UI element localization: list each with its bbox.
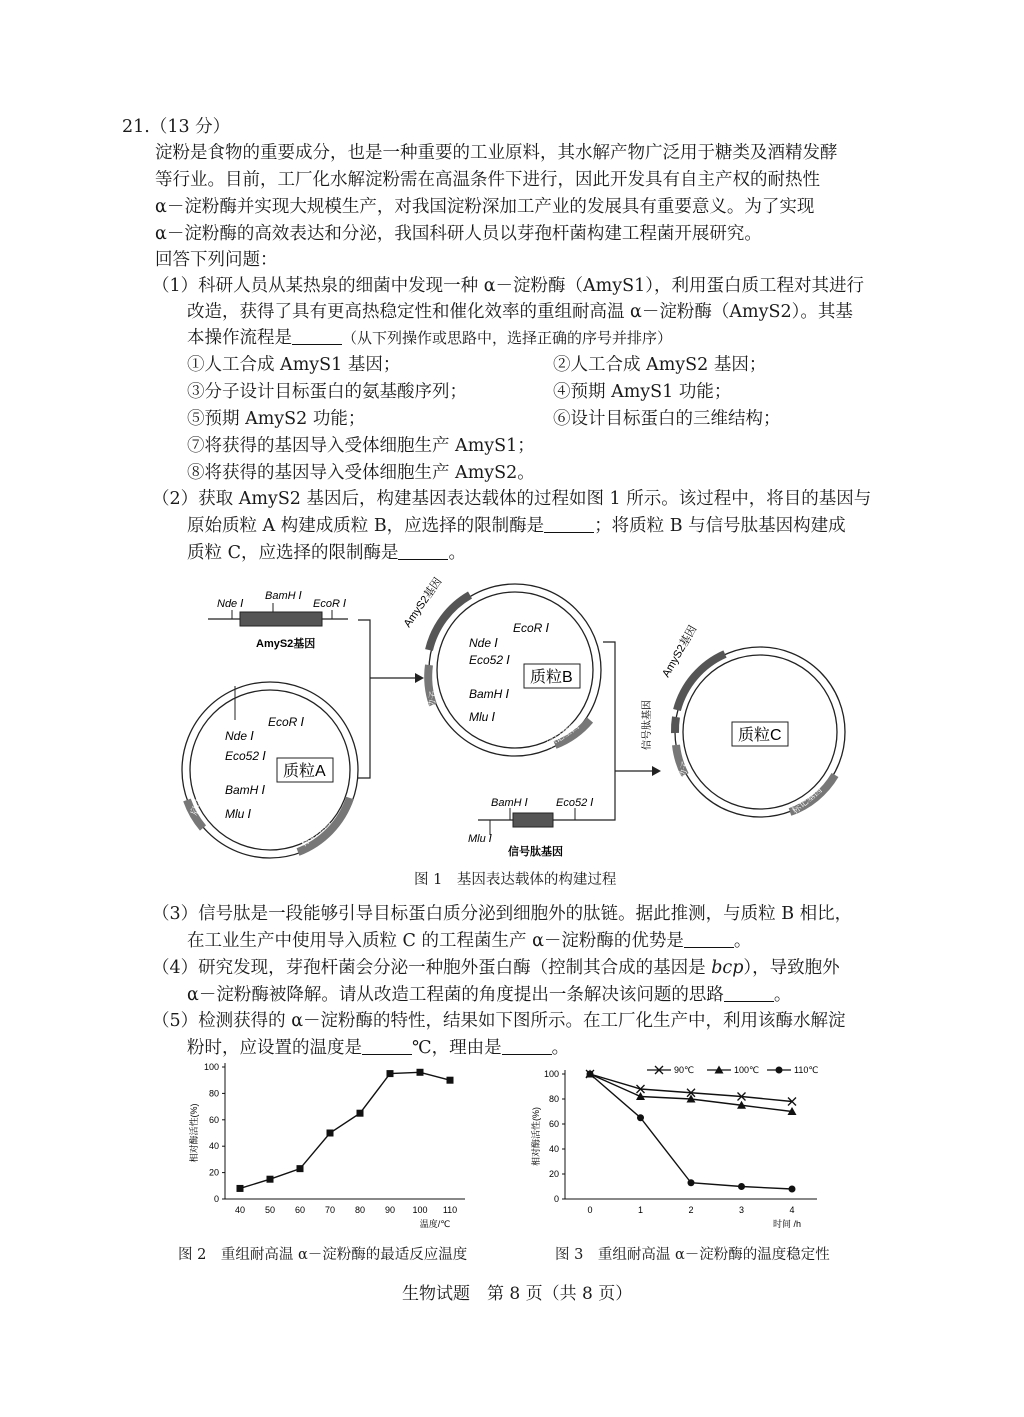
marker-label: 标记基因 [789, 784, 824, 816]
eco52-label: Eco52 Ⅰ [225, 749, 266, 763]
bam-label: BamH Ⅰ [265, 590, 302, 602]
y-tick-label: 0 [213, 1194, 219, 1204]
y-tick-label: 40 [548, 1144, 559, 1154]
signal-peptide-gene [468, 797, 603, 858]
x-tick-label: 90 [384, 1205, 396, 1215]
y-tick-label: 100 [203, 1062, 219, 1072]
q5-text: ℃，理由是 [412, 1038, 502, 1058]
data-point [297, 1165, 304, 1172]
data-point [637, 1114, 644, 1121]
y-tick-label: 40 [208, 1141, 219, 1152]
x-tick-label: 40 [234, 1205, 246, 1215]
option-7: ⑦将获得的基因导入受体细胞生产 AmyS1； [187, 436, 535, 456]
option-8: ⑧将获得的基因导入受体细胞生产 AmyS2。 [187, 463, 535, 483]
intro-line: 等行业。目前，工厂化水解淀粉需在高温条件下进行，因此开发具有自主产权的耐热性 [155, 170, 820, 190]
q5-text: 粉时，应设置的温度是 [187, 1038, 362, 1058]
marker-label: 标记基因 [545, 720, 581, 750]
y-tick-label: 80 [548, 1094, 559, 1104]
nde-label: Nde Ⅰ [217, 598, 244, 610]
q2-text: 质粒 C，应选择的限制酶是 [187, 543, 399, 563]
ecor-label: EcoR Ⅰ [268, 715, 305, 729]
q2-text: 。 [448, 543, 466, 563]
mlu-label: Mlu Ⅰ [469, 710, 496, 724]
y-tick-label: 0 [553, 1194, 559, 1204]
mlu-label: Mlu Ⅰ [468, 833, 493, 845]
q5-line: （5）检测获得的 α－淀粉酶的特性，结果如下图所示。在工厂化生产中，利用该酶水解淀 [152, 1011, 846, 1031]
y-axis-label: 相对酶活性(%) [531, 1107, 541, 1166]
amys2-gene-fragment [208, 590, 348, 650]
data-point [789, 1186, 796, 1193]
data-point [738, 1183, 745, 1190]
y-axis-label: 相对酶活性(%) [189, 1103, 199, 1163]
gene-name: bcp [711, 958, 744, 978]
q2-text: ；将质粒 B 与信号肽基因构建成 [594, 516, 846, 536]
y-tick-label: 60 [208, 1114, 219, 1125]
intro-line: α－淀粉酶的高效表达和分泌，我国科研人员以芽孢杆菌构建工程菌开展研究。 [155, 224, 762, 244]
intro-line: 回答下列问题： [155, 250, 278, 270]
plasmid-c [640, 623, 845, 817]
nde-label: Nde Ⅰ [469, 636, 498, 650]
arrow-a-to-b [358, 620, 424, 778]
promoter-label: 启动子 [674, 759, 691, 789]
data-point [357, 1110, 364, 1117]
figure-1-diagram [170, 570, 860, 870]
figure-3-caption: 图 3 重组耐高温 α－淀粉酶的温度稳定性 [555, 1247, 830, 1263]
x-tick-label: 4 [789, 1205, 795, 1215]
answer-blank[interactable] [724, 983, 774, 1002]
q4-text: α－淀粉酶被降解。请从改造工程菌的角度提出一条解决该问题的思路 [187, 985, 724, 1005]
data-point [387, 1070, 394, 1077]
q1-text: 本操作流程是 [187, 328, 292, 348]
data-point [417, 1069, 424, 1076]
figure-2-caption: 图 2 重组耐高温 α－淀粉酶的最适反应温度 [178, 1247, 468, 1263]
bamh-label: BamH Ⅰ [469, 687, 510, 701]
q1-line [187, 325, 672, 351]
x-tick-label: 0 [587, 1205, 593, 1215]
q2-text: 原始质粒 A 构建成质粒 B，应选择的限制酶是 [187, 516, 545, 536]
option-1: ①人工合成 AmyS1 基因； [187, 355, 401, 375]
q4-text: 。 [773, 985, 792, 1005]
answer-blank[interactable] [398, 541, 448, 560]
mlu-label: Mlu Ⅰ [225, 807, 252, 821]
marker-label: 标记基因 [298, 816, 333, 849]
data-point [688, 1179, 695, 1186]
y-tick-label: 100 [543, 1069, 559, 1079]
legend-label: 100℃ [734, 1065, 760, 1075]
eco52-label: Eco52 Ⅰ [469, 653, 510, 667]
q3-line [187, 928, 751, 954]
q1-instruction: （从下列操作或思路中，选择正确的序号并排序） [342, 329, 673, 347]
x-axis-label: 温度/℃ [419, 1219, 451, 1229]
data-point [267, 1176, 274, 1183]
plasmid-c-label: 质粒C [738, 727, 782, 744]
data-point [447, 1077, 454, 1084]
option-2: ②人工合成 AmyS2 基因； [553, 355, 767, 375]
q4-line [152, 955, 840, 981]
option-6: ⑥设计目标蛋白的三维结构； [553, 409, 781, 429]
x-tick-label: 80 [354, 1205, 366, 1215]
x-tick-label: 70 [324, 1205, 336, 1215]
nde-label: Nde Ⅰ [225, 729, 254, 743]
figure-2-chart [185, 1062, 475, 1232]
series-line [590, 1074, 792, 1189]
legend-label: 90℃ [674, 1065, 695, 1075]
q3-line: （3）信号肽是一段能够引导目标蛋白质分泌到细胞外的肽链。据此推测，与质粒 B 相比， [152, 904, 853, 924]
x-tick-label: 1 [637, 1205, 644, 1215]
bamh-label: BamH Ⅰ [225, 783, 266, 797]
x-axis-label: 时间 /h [772, 1219, 802, 1229]
figure-3-chart [527, 1062, 827, 1232]
signal-gene-label: 信号肽基因 [642, 700, 653, 750]
option-5: ⑤预期 AmyS2 功能； [187, 409, 366, 429]
legend-label: 110℃ [794, 1065, 819, 1075]
eco-label: EcoR Ⅰ [313, 598, 347, 610]
plasmid-a [182, 682, 358, 858]
signal-gene-label: 信号肽基因 [508, 846, 563, 858]
amys2-gene-label: AmyS2基因 [660, 623, 700, 680]
answer-blank[interactable] [544, 514, 594, 533]
data-point [237, 1185, 244, 1192]
page-footer: 生物试题 第 8 页（共 8 页） [402, 1284, 633, 1304]
question-number: 21.（13 分） [122, 117, 231, 137]
q5-line [187, 1035, 569, 1061]
q2-line: （2）获取 AmyS2 基因后，构建基因表达载体的过程如图 1 所示。该过程中，将目的基因与 [152, 489, 872, 509]
eco52-label: Eco52 Ⅰ [556, 797, 594, 809]
answer-blank[interactable] [502, 1036, 552, 1055]
promoter-label: 启动子 [424, 690, 439, 719]
amys2-gene-label: AmyS2基因 [401, 575, 445, 630]
intro-line: 淀粉是食物的重要成分，也是一种重要的工业原料，其水解产物广泛用于糖类及酒精发酵 [155, 143, 838, 163]
x-tick-label: 2 [688, 1205, 694, 1215]
answer-blank[interactable] [292, 326, 342, 345]
option-3: ③分子设计目标蛋白的氨基酸序列； [187, 382, 467, 402]
promoter-label: 启动子 [188, 787, 208, 817]
data-point [776, 1067, 783, 1074]
data-point [327, 1130, 334, 1137]
x-tick-label: 110 [442, 1205, 458, 1215]
q4-text: （4）研究发现，芽孢杆菌会分泌一种胞外蛋白酶（控制其合成的基因是 [152, 958, 712, 978]
q3-text: 在工业生产中使用导入质粒 C 的工程菌生产 α－淀粉酶的优势是 [187, 931, 684, 951]
series-line [240, 1072, 450, 1188]
intro-line: α－淀粉酶并实现大规模生产，对我国淀粉深加工产业的发展具有重要意义。为了实现 [155, 197, 815, 217]
plasmid-b [400, 575, 601, 756]
plasmid-b-label: 质粒B [530, 669, 573, 686]
q2-line [187, 540, 466, 566]
q1-line: （1）科研人员从某热泉的细菌中发现一种 α－淀粉酶（AmyS1），利用蛋白质工程对其进行 [152, 276, 865, 296]
answer-blank[interactable] [684, 929, 734, 948]
option-4: ④预期 AmyS1 功能； [553, 382, 732, 402]
ecor-label: EcoR Ⅰ [513, 621, 550, 635]
amys2-gene-label: AmyS2基因 [256, 638, 316, 650]
q2-line [187, 513, 846, 539]
y-tick-label: 20 [208, 1167, 219, 1178]
q3-text: 。 [733, 931, 752, 951]
q5-text: 。 [551, 1038, 570, 1058]
q4-line [187, 982, 791, 1008]
x-tick-label: 3 [738, 1205, 745, 1215]
data-point [587, 1071, 594, 1078]
figure-1-caption: 图 1 基因表达载体的构建过程 [414, 872, 617, 888]
x-tick-label: 60 [294, 1205, 306, 1215]
q4-text: ），导致胞外 [743, 958, 840, 978]
q1-line: 改造，获得了具有更高热稳定性和催化效率的重组耐高温 α－淀粉酶（AmyS2）。其基 [187, 302, 853, 322]
bamh-label: BamH Ⅰ [491, 797, 528, 809]
answer-blank[interactable] [362, 1036, 412, 1055]
plasmid-a-label: 质粒A [283, 763, 326, 780]
y-tick-label: 80 [208, 1088, 219, 1099]
y-tick-label: 20 [548, 1169, 559, 1179]
y-tick-label: 60 [548, 1119, 559, 1129]
x-tick-label: 50 [264, 1205, 276, 1215]
x-tick-label: 100 [412, 1205, 428, 1215]
